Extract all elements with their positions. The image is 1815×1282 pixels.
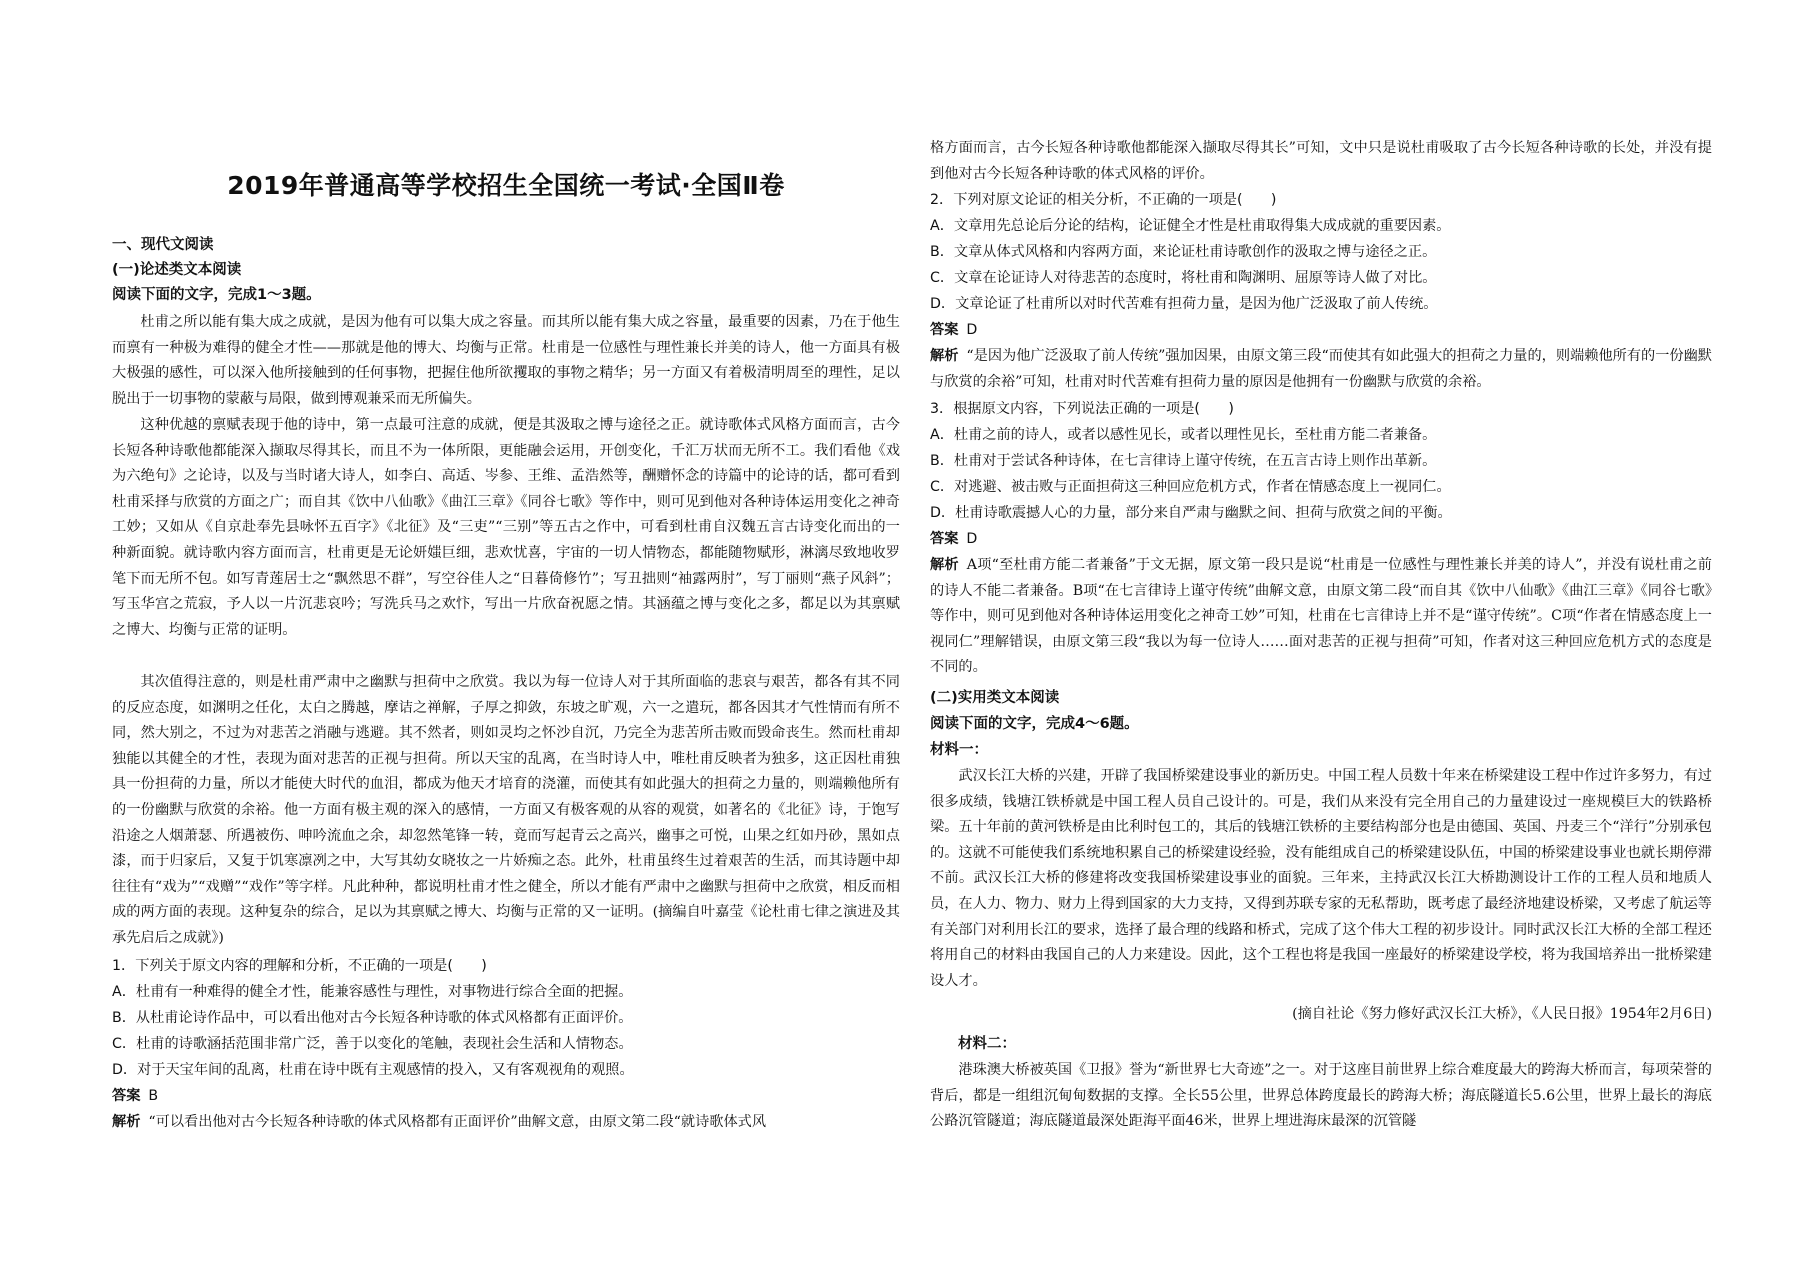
- question-1-option-b: B．从杜甫论诗作品中，可以看出他对古今长短各种诗歌的体式风格都有正面评价。: [112, 1010, 633, 1026]
- section-heading-reading: 一、现代文阅读: [112, 237, 214, 253]
- answer-2-value: D: [966, 322, 978, 338]
- question-3-option-a: A．杜甫之前的诗人，或者以感性见长，或者以理性见长，至杜甫方能二者兼备。: [930, 427, 1437, 443]
- explanation-label: 解析: [112, 1114, 141, 1130]
- question-2-option-d: D．文章论证了杜甫所以对时代苦难有担荷力量，是因为他广泛汲取了前人传统。: [930, 296, 1438, 312]
- page-title: 2019年普通高等学校招生全国统一考试·全国Ⅱ卷: [227, 171, 785, 200]
- question-1-option-a: A．杜甫有一种难得的健全才性，能兼容感性与理性，对事物进行综合全面的把握。: [112, 984, 633, 1000]
- question-3-option-d: D．杜甫诗歌震撼人心的力量，部分来自严肃与幽默之间、担荷与欣赏之间的平衡。: [930, 505, 1452, 521]
- question-2: 2．下列对原文论证的相关分析，不正确的一项是( ): [930, 192, 1277, 208]
- explanation-1-text: “可以看出他对古今长短各种诗歌的体式风格都有正面评价”曲解文意，由原文第二段“就诗歌体式风: [148, 1114, 767, 1130]
- answer-label: 答案: [112, 1088, 141, 1104]
- question-2-option-a: A．文章用先总论后分论的结构，论证健全才性是杜甫取得集大成成就的重要因素。: [930, 218, 1451, 234]
- explanation-1: [112, 1110, 900, 1136]
- answer-label: 答案: [930, 322, 959, 338]
- answer-label: 答案: [930, 531, 959, 547]
- explanation-3-text: A项“至杜甫方能二者兼备”于文无据，原文第一段只是说“杜甫是一位感性与理性兼长并美的诗人”，并没有说杜甫之前的诗人不能二者兼备。B项“在七言律诗上谨守传统”曲解文意，由原文第二段“而自其《饮中八仙歌》《曲江三章》《同谷七歌》等作中，则可见到他对各种诗体运用变化之神奇工妙”可知，杜甫在七言律诗上并不是“谨守传统”。C项“作者在情感态度上一视同仁”理解错误，由原文第三段“我以为每一位诗人……面对悲苦的正视与担荷”可知，作者对这三种回应危机方式的态度是不同的。: [930, 557, 1712, 676]
- material-2-text: 港珠澳大桥被英国《卫报》誉为“新世界七大奇迹”之一。对于这座目前世界上综合难度最大的跨海大桥而言，每项荣誉的背后，都是一组组沉甸甸数据的支撑。全长55公里，世界总体跨度最长的跨海大桥；海底隧道长5.6公里，世界上最长的海底公路沉管隧道；海底隧道最深处距海平面46米，世界上埋进海床最深的沉管隧: [930, 1062, 1712, 1130]
- instruction-1-3: 阅读下面的文字，完成1～3题。: [112, 287, 321, 303]
- explanation-3: [930, 553, 1712, 681]
- answer-1-value: B: [148, 1088, 159, 1104]
- answer-2: [930, 318, 1712, 344]
- explanation-2: [930, 344, 1712, 395]
- question-3: 3．根据原文内容，下列说法正确的一项是( ): [930, 401, 1234, 417]
- explanation-2-text: “是因为他广泛汲取了前人传统”强加因果，由原文第三段“而使其有如此强大的担荷之力量的，则端赖他所有的一份幽默与欣赏的余裕”可知，杜甫对时代苦难有担荷力量的原因是他拥有一份幽默与欣赏的余裕。: [930, 348, 1712, 390]
- answer-1: [112, 1084, 900, 1110]
- instruction-4-6: 阅读下面的文字，完成4～6题。: [930, 716, 1139, 732]
- passage-paragraph-2: 这种优越的禀赋表现于他的诗中，第一点最可注意的成就，便是其汲取之博与途径之正。就诗歌体式风格方面而言，古今长短各种诗歌他都能深入撷取尽得其长，而且不为一体所限，更能融会运用，开创变化，千汇万状而无所不工。我们看他《戏为六绝句》之论诗，以及与当时诸大诗人，如李白、高适、岑参、王维、孟浩然等，酬赠怀念的诗篇中的论诗的话，都可看到杜甫采择与欣赏的方面之广；而自其《饮中八仙歌》《曲江三章》《同谷七歌》等作中，则可见到他对各种诗体运用变化之神奇工妙；又如从《自京赴奉先县咏怀五百字》《北征》及“三吏”“三别”等五古之作中，可看到杜甫自汉魏五言古诗变化而出的一种新面貌。就诗歌内容方面而言，杜甫更是无论妍媸巨细，悲欢忧喜，宇宙的一切人情物态，都能随物赋形，淋漓尽致地收罗笔下而无所不包。如写青莲居士之“飘然思不群”，写空谷佳人之“日暮倚修竹”；写丑拙则“袖露两肘”，写丁丽则“燕子风斜”；写玉华宫之荒寂，予人以一片沉悲哀吟；写洗兵马之欢忭，写出一片欣奋祝愿之情。其涵蕴之博与变化之多，都足以为其禀赋之博大、均衡与正常的证明。: [112, 417, 900, 638]
- passage-paragraph-3: 其次值得注意的，则是杜甫严肃中之幽默与担荷中之欣赏。我以为每一位诗人对于其所面临的悲哀与艰苦，都各有其不同的反应态度，如渊明之任化，太白之腾越，摩诘之禅解，子厚之抑敛，东坡之旷观，六一之遣玩，都各因其才气性情而有所不同，然大别之，不过为对悲苦之消融与逃避。其不然者，则如灵均之怀沙自沉，乃完全为悲苦所击败而毁命丧生。然而杜甫却独能以其健全的才性，表现为面对悲苦的正视与担荷。所以天宝的乱离，在当时诗人中，唯杜甫反映者为独多，这正因杜甫独具一份担荷的力量，所以才能使大时代的血泪，都成为他天才培育的浇灌，而使其有如此强大的担荷之力量的，则端赖他所有的一份幽默与欣赏的余裕。他一方面有极主观的深入的感情，一方面又有极客观的从容的观赏，如著名的《北征》诗，于饱写沿途之人烟萧瑟、所遇被伤、呻吟流血之余，却忽然笔锋一转，竟而写起青云之高兴，幽事之可悦，山果之红如丹砂，黑如点漆，而于归家后，又复于饥寒凛冽之中，大写其幼女晓妆之一片娇痴之态。此外，杜甫虽终生过着艰苦的生活，而其诗题中却往往有“戏为”“戏赠”“戏作”等字样。凡此种种，都说明杜甫才性之健全，所以才能有严肃中之幽默与担荷中之欣赏，相反而相成的两方面的表现。这种复杂的综合，足以为其禀赋之博大、均衡与正常的又一证明。(摘编自叶嘉莹《论杜甫七律之演进及其承先启后之成就》): [112, 674, 900, 946]
- passage-paragraph-1: 杜甫之所以能有集大成之成就，是因为他有可以集大成之容量。而其所以能有集大成之容量，最重要的因素，乃在于他生而禀有一种极为难得的健全才性——那就是他的博大、均衡与正常。杜甫是一位感性与理性兼长并美的诗人，他一方面具有极大极强的感性，可以深入他所接触到的任何事物，把握住他所欲攫取的事物之精华；另一方面又有着极清明周至的理性，足以脱出于一切事物的蒙蔽与局限，做到博观兼采而无所偏失。: [112, 314, 900, 407]
- question-1-option-d: D．对于天宝年间的乱离，杜甫在诗中既有主观感情的投入，又有客观视角的观照。: [112, 1062, 634, 1078]
- question-2-option-c: C．文章在论证诗人对待悲苦的态度时，将杜甫和陶渊明、屈原等诗人做了对比。: [930, 270, 1437, 286]
- question-1-option-c: C．杜甫的诗歌涵括范围非常广泛，善于以变化的笔触，表现社会生活和人情物态。: [112, 1036, 633, 1052]
- material-1-source: (摘自社论《努力修好武汉长江大桥》，《人民日报》1954年2月6日): [1292, 1006, 1712, 1022]
- subsection-heading-practical: (二)实用类文本阅读: [930, 690, 1060, 706]
- question-3-option-b: B．杜甫对于尝试各种诗体，在七言律诗上谨守传统，在五言古诗上则作出革新。: [930, 453, 1437, 469]
- material-1-text: 武汉长江大桥的兴建，开辟了我国桥梁建设事业的新历史。中国工程人员数十年来在桥梁建设工程中作过许多努力，有过很多成绩，钱塘江铁桥就是中国工程人员自己设计的。可是，我们从来没有完全用自己的力量建设过一座规模巨大的铁路桥梁。五十年前的黄河铁桥是由比利时包工的，其后的钱塘江铁桥的主要结构部分也是由德国、英国、丹麦三个“洋行”分别承包的。这就不可能使我们系统地积累自己的桥梁建设经验，没有能组成自己的桥梁建设队伍，中国的桥梁建设事业也就长期停滞不前。武汉长江大桥的修建将改变我国桥梁建设事业的面貌。三年来，主持武汉长江大桥勘测设计工作的工程人员和地质人员，在人力、物力、财力上得到国家的大力支持，又得到苏联专家的无私帮助，既考虑了最经济地建设桥梁，又考虑了航运等有关部门对利用长江的要求，选择了最合理的线路和桥式，完成了这个伟大工程的初步设计。同时武汉长江大桥的全部工程还将用自己的材料由我国自己的人力来建设。因此，这个工程也将是我国一座最好的桥梁建设学校，将为我国培养出一批桥梁建设人才。: [930, 768, 1712, 989]
- explanation-label: 解析: [930, 348, 959, 364]
- material-2-label: 材料二：: [958, 1036, 1016, 1052]
- explanation-label: 解析: [930, 557, 959, 573]
- explanation-1-continued: 格方面而言，古今长短各种诗歌他都能深入撷取尽得其长”可知，文中只是说杜甫吸取了古今长短各种诗歌的长处，并没有提到他对古今长短各种诗歌的体式风格的评价。: [930, 140, 1712, 182]
- question-3-option-c: C．对逃避、被击败与正面担荷这三种回应危机方式，作者在情感态度上一视同仁。: [930, 479, 1451, 495]
- answer-3: [930, 527, 1712, 553]
- question-1: 1．下列关于原文内容的理解和分析，不正确的一项是( ): [112, 958, 487, 974]
- material-1-label: 材料一：: [930, 742, 988, 758]
- answer-3-value: D: [966, 531, 978, 547]
- subsection-heading-argument: (一)论述类文本阅读: [112, 262, 242, 278]
- question-2-option-b: B．文章从体式风格和内容两方面，来论证杜甫诗歌创作的汲取之博与途径之正。: [930, 244, 1437, 260]
